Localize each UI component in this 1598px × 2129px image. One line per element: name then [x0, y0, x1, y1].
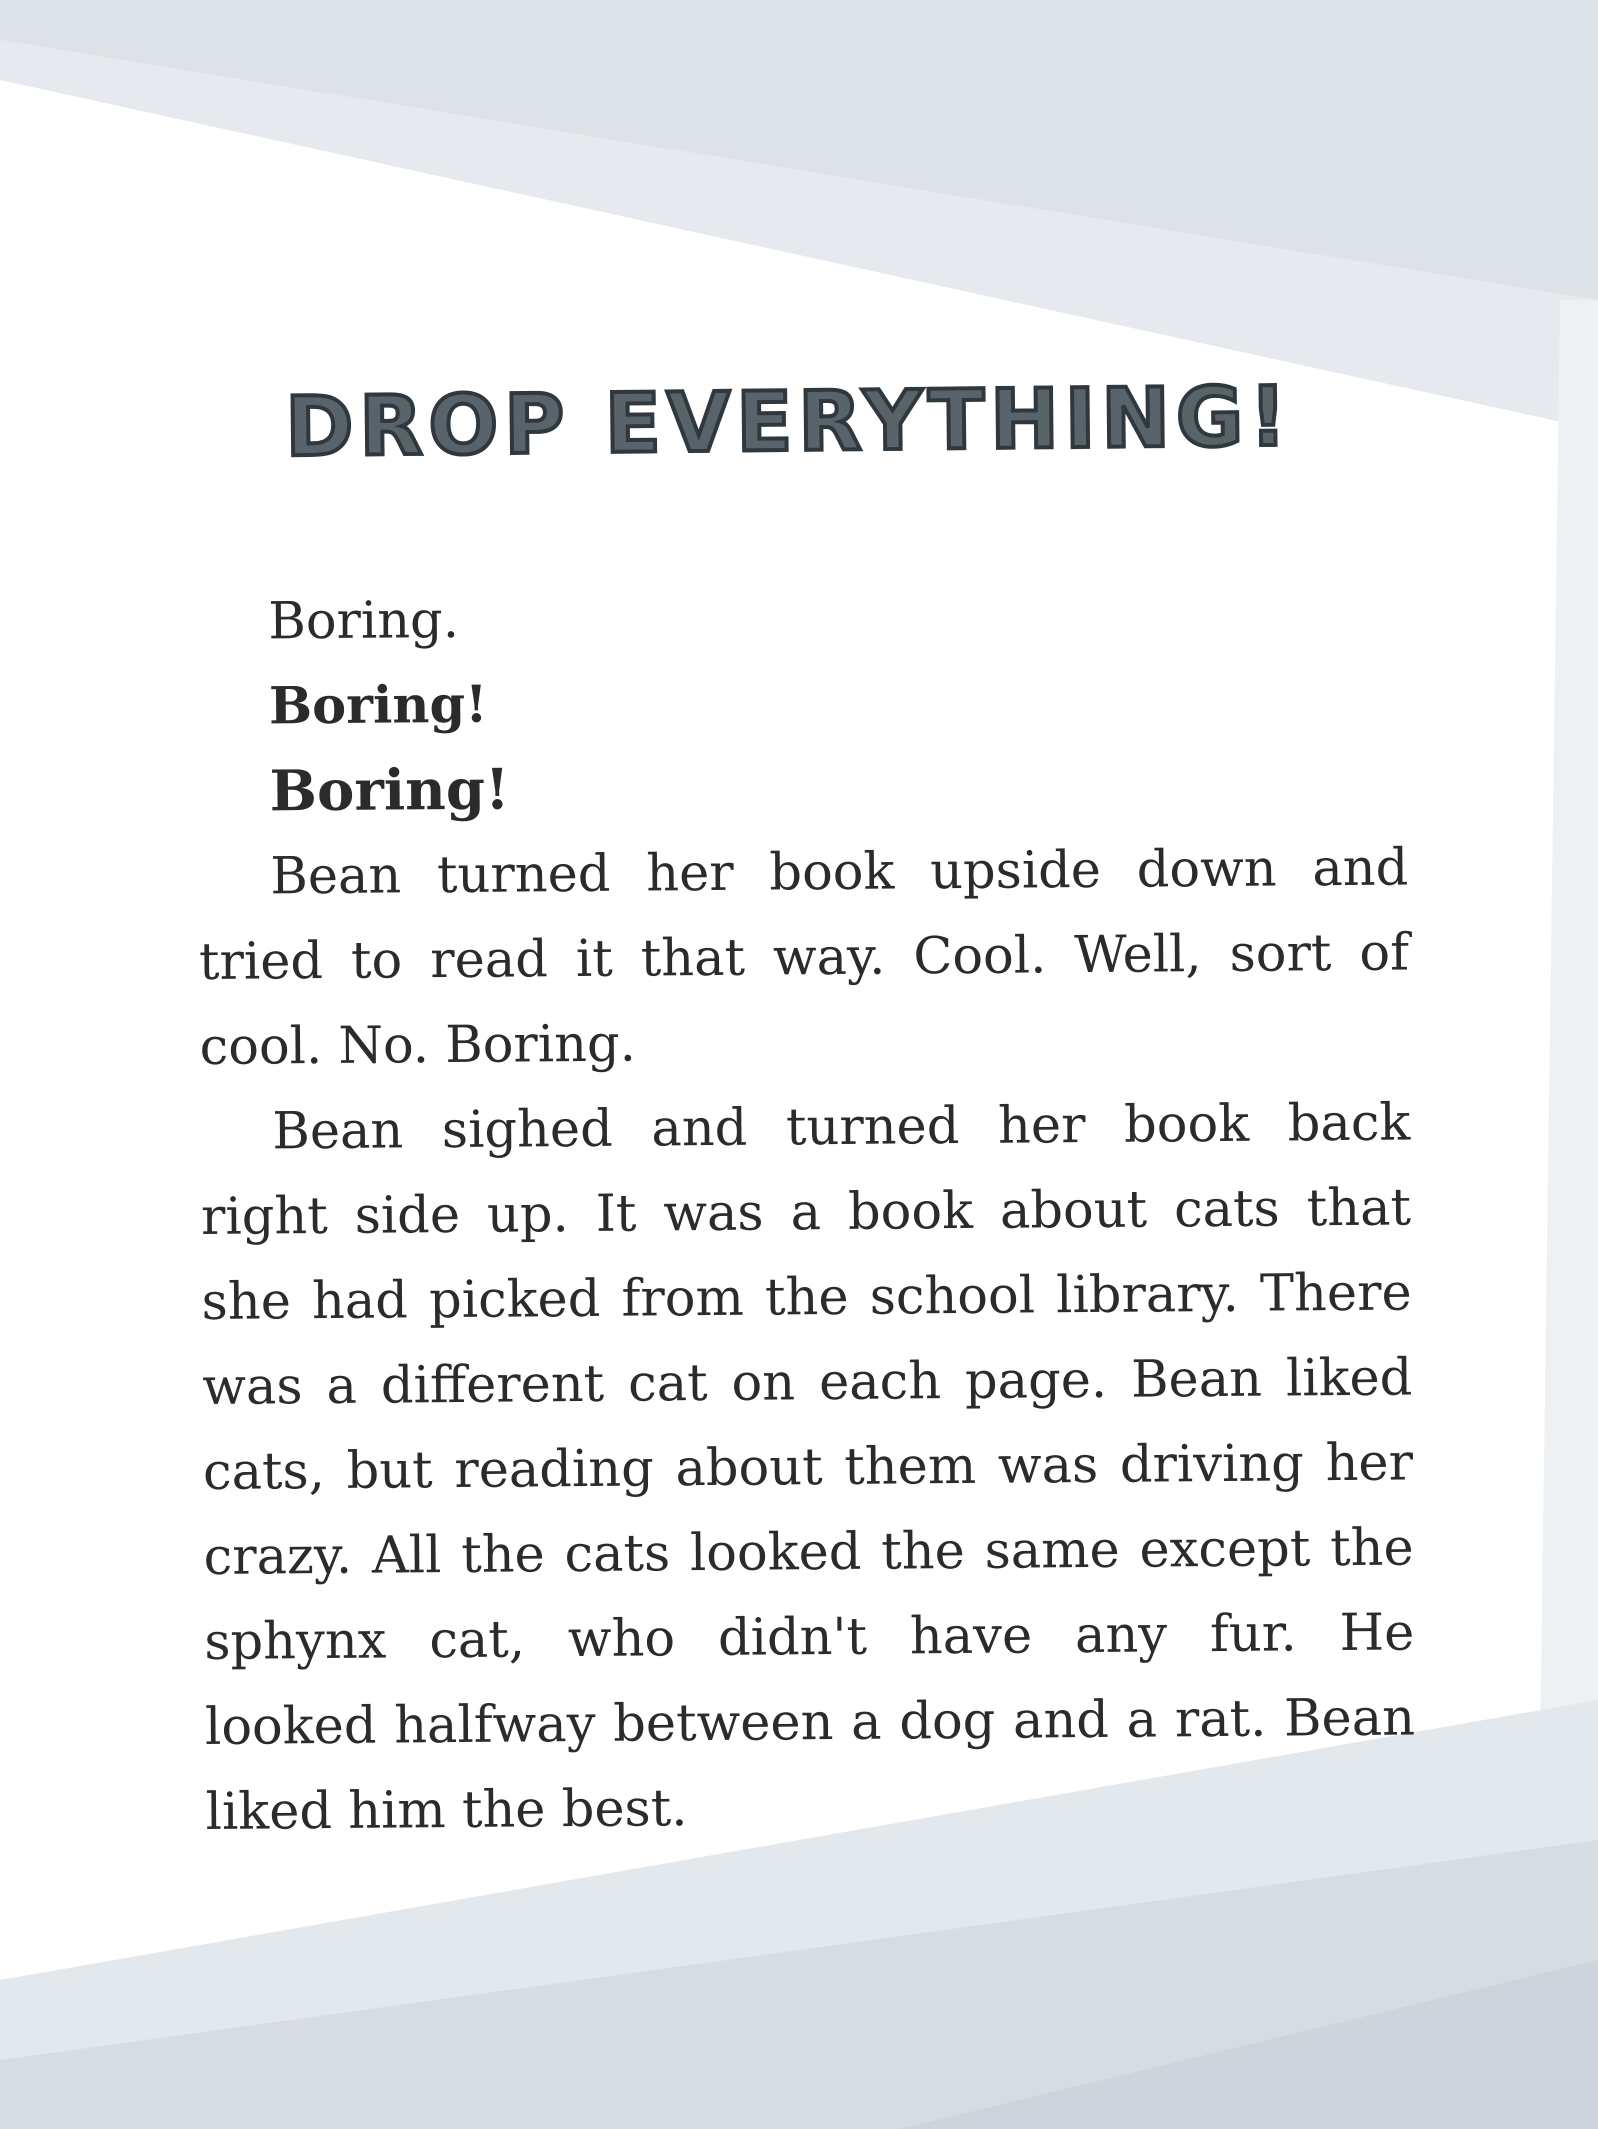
chapter-body [196, 570, 1416, 1854]
paragraph: Bean turned her book upside down and tried to read it that way. Cool. Well, sort of cool. No. Boring. [198, 838, 1410, 1077]
paragraph: Boring. [268, 590, 460, 652]
paragraph: Boring! [268, 674, 488, 737]
chapter-title: DROP EVERYTHING! [284, 369, 1294, 476]
paragraph: Boring! [269, 756, 510, 825]
paragraph: Bean sighed and turned her book back right side up. It was a book about cats that she had picked from the school library. There was a different cat on each page. Bean liked cats, but reading about them was driving her crazy. All the cats looked the same except the sphynx cat, who didn't have any fur. He looked halfway between a dog and a rat. Bean liked him the best. [200, 1093, 1416, 1842]
